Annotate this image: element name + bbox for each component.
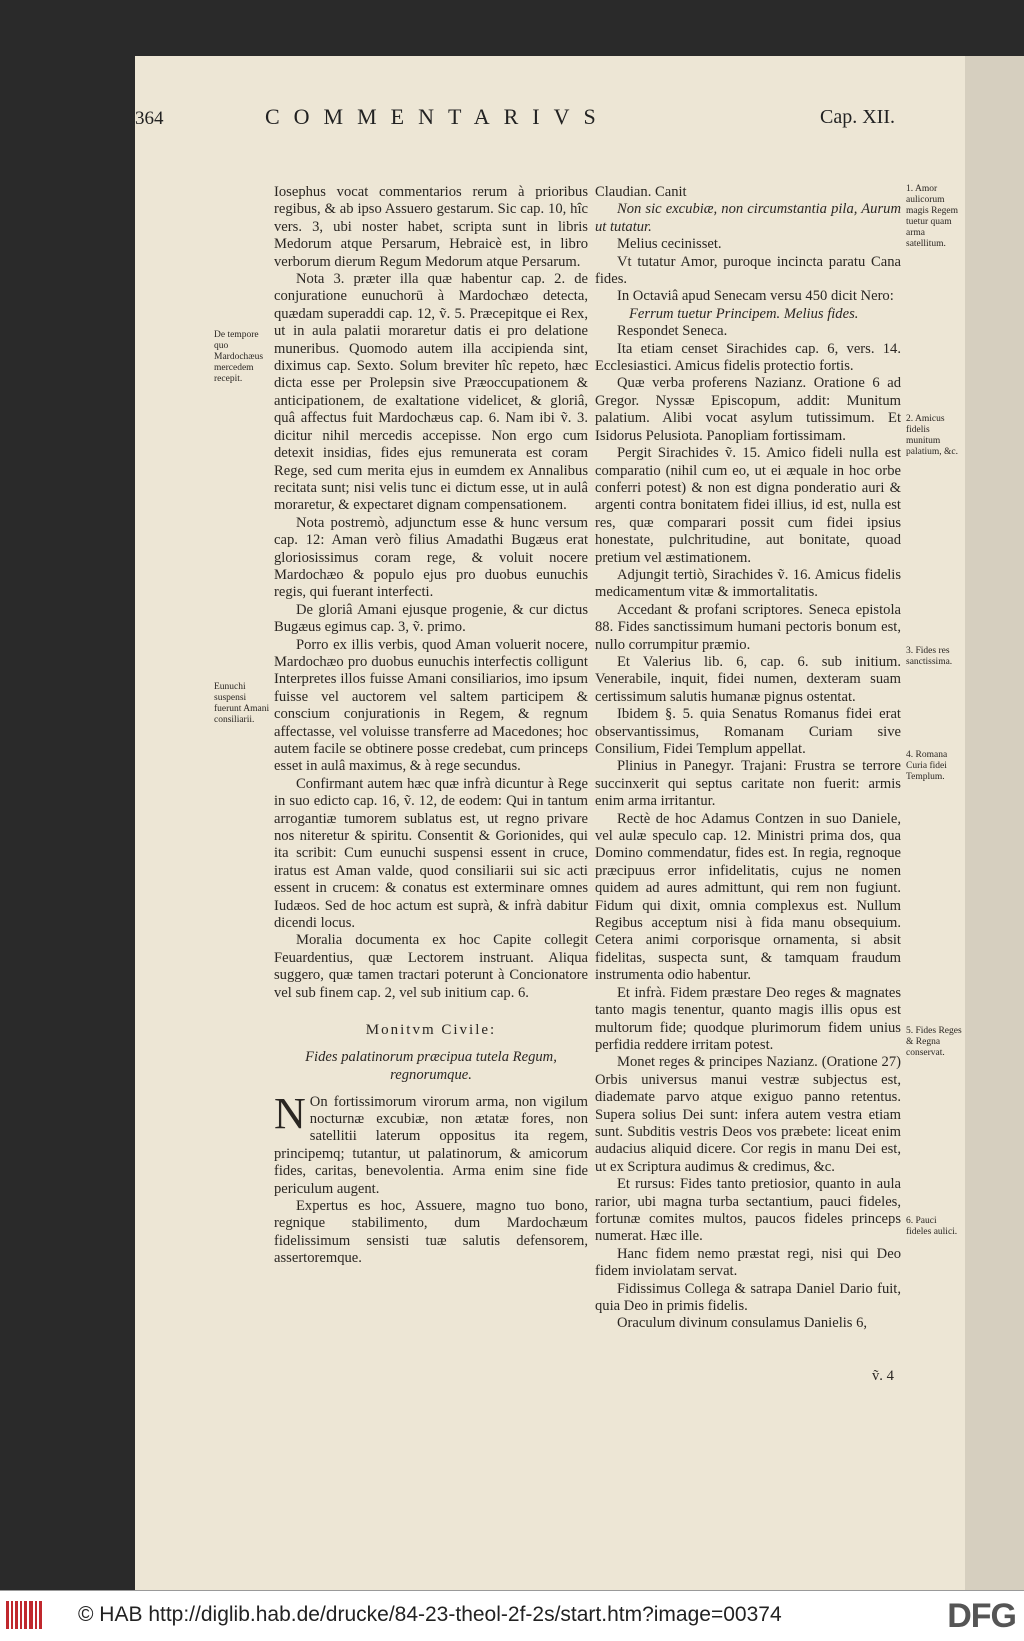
paragraph: Oraculum divinum consulamus Danielis 6, <box>617 1315 868 1332</box>
paragraph: Pergit Sirachides ṽ. 15. Amico fideli nulla est comparatio (nihil cum eo, ut ei æquale in hoc orbe conferri potest) & non est digna ponderatio auri & argenti contra bonitatem fidei illius, id est, nulla est res, quæ comparari possit cum fidei ipsius honestate, pulchritudine, aut bonitate, quoad pretium vel æstimationem. <box>595 445 901 566</box>
monitum-paragraph-2: Expertus es hoc, Assuere, magno tuo bono, regnique stabilimento, dum Mardochæum fidelissimum sensisti tuæ salutis defensorem, assertoremque. <box>274 1197 588 1267</box>
monitum-text: On fortissimorum virorum arma, non vigilum nocturnæ excubiæ, non ætatæ fores, non satellitii laterum oppositus ita regem, principemq; tutantur, ut palatinorum, & amicorum fides, caritas, benevolentia. Arma enim sine fide periculum augent. <box>274 1093 588 1197</box>
paragraph: Accedant & profani scriptores. Seneca epistola 88. Fides sanctissimum humani pectoris bonum est, nullo corrumpitur præmio. <box>595 601 901 653</box>
next-page-edge <box>965 56 1024 1590</box>
right-column <box>595 184 901 1333</box>
paragraph: Respondet Seneca. <box>617 323 728 340</box>
paragraph: Moralia documenta ex hoc Capite collegit Feuardentius, quæ Lectorem instruant. Aliqua suggero, quæ tamen tractari poterunt à Concionatore vel sub finem cap. 2, vel sub initium cap. 6. <box>274 932 588 1001</box>
dfg-logo: DFG <box>947 1597 1016 1635</box>
verse-quote: Ferrum tuetur Principem. Melius fides. <box>629 305 859 322</box>
paragraph: Adjungit tertiò, Sirachides ṽ. 16. Amicus fidelis medicamentum vitæ & immortalitatis. <box>595 566 901 601</box>
drop-capital: N <box>274 1088 306 1138</box>
paragraph: Ita etiam censet Sirachides cap. 6, vers. 14. Ecclesiastici. Amicus fidelis protectio fortis. <box>595 340 901 375</box>
paragraph: Claudian. Canit <box>595 184 687 200</box>
page-number: 364 <box>135 108 164 129</box>
catchword: ṽ. 4 <box>872 1368 894 1384</box>
paragraph: Quæ verba proferens Nazianz. Oratione 6 ad Gregor. Nyssæ Episcopum, addit: Munitum palatium. Alibi vocat asylum tutissimum. Et Isidorus Pelusiota. Panopliam fortissimam. <box>595 375 901 444</box>
running-title: COMMENTARIVS <box>265 104 610 129</box>
paragraph: Ibidem §. 5. quia Senatus Romanus fidei erat observantissimus, Romanam Curiam sive Consilium, Fidei Templum appellat. <box>595 706 901 757</box>
margin-note-right: 4. Romana Curia fidei Templum. <box>906 750 948 782</box>
monitum-paragraph <box>274 1088 588 1198</box>
margin-note-right: 1. Amor aulicorum magis Regem tuetur quam arma satellitum. <box>906 184 958 249</box>
left-column <box>274 184 588 1268</box>
paragraph: Melius cecinisset. <box>617 236 722 253</box>
verse-quote: Non sic excubiæ, non circumstantia pila, Aurum ut tutatur. <box>595 201 901 235</box>
margin-note-left: De tempore quo Mardochæus mercedem recepit. <box>214 330 264 384</box>
margin-note-right: 5. Fides Reges & Regna conservat. <box>906 1026 962 1058</box>
paragraph: Monet reges & principes Nazianz. (Oratione 27) Orbis universus manui vestræ subjectus est, diademate parvo atque exiguo panno retentus. Supera solius Dei sunt: infera autem vestra etiam sunt. Subditis vestris Deos vos præbete: liceat enim audacius aliquid dicere. Cor regis in manu Dei est, ut ex Scriptura audimus & credimus, &c. <box>595 1054 901 1175</box>
paragraph: Confirmant autem hæc quæ infrà dicuntur à Rege in suo edicto cap. 16, ṽ. 12, de eodem: Qui in tantum arrogantiæ tumorem sublatus est, ut regno privare nos niteretur & spiritu. Consentit & Gorionides, qui ita scribit: Cum eunuchi suspensi essent in cruce, iratus est Aman valde, quod consiliarii sui sic acti essent in crucem: & conatus est exterminare omnes Iudæos. Sed de hoc actum est suprà, & infrà dabitur dicendi locus. <box>274 775 588 932</box>
paragraph: Et Valerius lib. 6, cap. 6. sub initium. Venerabile, inquit, fidei numen, dexteram suam certissimum salutis humanæ pignus ostentat. <box>595 653 901 705</box>
margin-note-right: 6. Pauci fideles aulici. <box>906 1216 958 1237</box>
paragraph: Fidissimus Collega & satrapa Daniel Dario fuit, quia Deo in primis fidelis. <box>595 1280 901 1314</box>
paragraph: Plinius in Panegyr. Trajani: Frustra se terrore succinxerit qui septus caritate non fuerit: armis enim arma irritantur. <box>595 758 901 810</box>
monitum-subtitle: Fides palatinorum præcipua tutela Regum, regnorumque. <box>305 1048 557 1083</box>
paragraph: Porro ex illis verbis, quod Aman voluerit nocere, Mardochæo pro duobus eunuchis interfectis colligunt Interpretes illos fuisse Amani consiliarios, imo ipsum fuisse vel auctorem vel saltem participem & conscium conjurationis in Regem, & regnum affectasse, vel voluisse transferre ad Macedones; hoc autem facile se obtinere posse credebat, cum princeps esset in aulâ maximus, & à rege secundus. <box>274 636 588 775</box>
margin-note-right: 3. Fides res sanctissima. <box>906 646 953 667</box>
paragraph: Rectè de hoc Adamus Contzen in suo Daniele, vel aulæ speculo cap. 12. Ministri prima dos, qua Domino commendatur, fides est. In regia, regnoque præcipuus error infidelitatis, cujus ne nomen quidem ad aures admittunt, qui rem non fugiunt. Fidum qui dixit, omnia complexus est. Nullum Regibus acceptum nisi à fida manu obsequium. Cetera animi corporisque ornamenta, si absit fidelitas, suspecta sunt, & tamquam fraudum instrumenta odio habentur. <box>595 810 901 984</box>
monitum-heading: Monitvm Civile: <box>365 1022 497 1039</box>
paragraph: De gloriâ Amani ejusque progenie, & cur dictus Bugæus egimus cap. 3, ṽ. primo. <box>274 601 588 636</box>
barcode-icon <box>6 1601 58 1629</box>
chapter-label: Cap. XII. <box>820 106 895 128</box>
paragraph: Hanc fidem nemo præstat regi, nisi qui Deo fidem inviolatam servat. <box>595 1245 901 1280</box>
paragraph: Nota 3. præter illa quæ habentur cap. 2. de conjuratione eunuchorū à Mardochæo detecta, quædam superaddi cap. 12, ṽ. 5. Præcepitque ei Rex, ut in aula palatii moraretur datis ei pro delatione muneribus. Quomodo autem illa accipienda sint, diximus cap. Sexto. Solum breviter hîc repeto, hæc dicta esse per Prolepsin sive Præoccupationem & anticipationem, de exaltatione videlicet, & gloriâ, quâ affectus fuit Mardochæus cap. 6. Nam ibi ṽ. 3. dicitur nihil mercedis accepisse. Non ergo cum detexit insidias, fides ejus remunerata est coram Rege, sed cum merita ejus in eumdem ex Annalibus recitata sunt; nisi velis tunc ei dictum esse, ut in aulâ moraretur, & expectaret dignam compensationem. <box>274 271 588 514</box>
paragraph: Iosephus vocat commentarios rerum à prioribus regibus, & ab ipso Assuero gestarum. Sic cap. 10, hîc vers. 3, ubi noster habet, scripta sunt in libris Medorum atque Persarum, Hebraicè est, in libro verborum dierum Regum Medorum atque Persarum. <box>274 184 588 270</box>
copyright-link[interactable]: © HAB http://diglib.hab.de/drucke/84-23-theol-2f-2s/start.htm?image=00374 <box>78 1603 782 1626</box>
paragraph: Vt tutatur Amor, puroque incincta paratu Cana fides. <box>595 253 901 288</box>
paragraph: Et infrà. Fidem præstare Deo reges & magnates tanto magis tenentur, quanto magis illis opus est multorum fide; quodque plurimorum fidem unius perfidia reddere irritam potest. <box>595 984 901 1053</box>
margin-note-left: Eunuchi suspensi fuerunt Amani consiliarii. <box>214 682 270 725</box>
paragraph: In Octaviâ apud Senecam versu 450 dicit Nero: <box>617 288 894 305</box>
paragraph: Et rursus: Fides tanto pretiosior, quanto in aula rarior, ubi magna turba sectantium, pauci fideles, fortunæ comites multos, paucos fideles princeps numerat. Hæc ille. <box>595 1176 901 1245</box>
footer-bar <box>0 1590 1024 1641</box>
margin-note-right: 2. Amicus fidelis munitum palatium, &c. <box>906 414 958 457</box>
running-header <box>135 104 895 134</box>
paragraph: Nota postremò, adjunctum esse & hunc versum cap. 12: Aman verò filius Amadathi Bugæus erat gloriosissimus coram rege, & voluit nocere Mardochæo & populo ejus pro duobus eunuchis regis, qui fuerant interfecti. <box>274 514 588 601</box>
